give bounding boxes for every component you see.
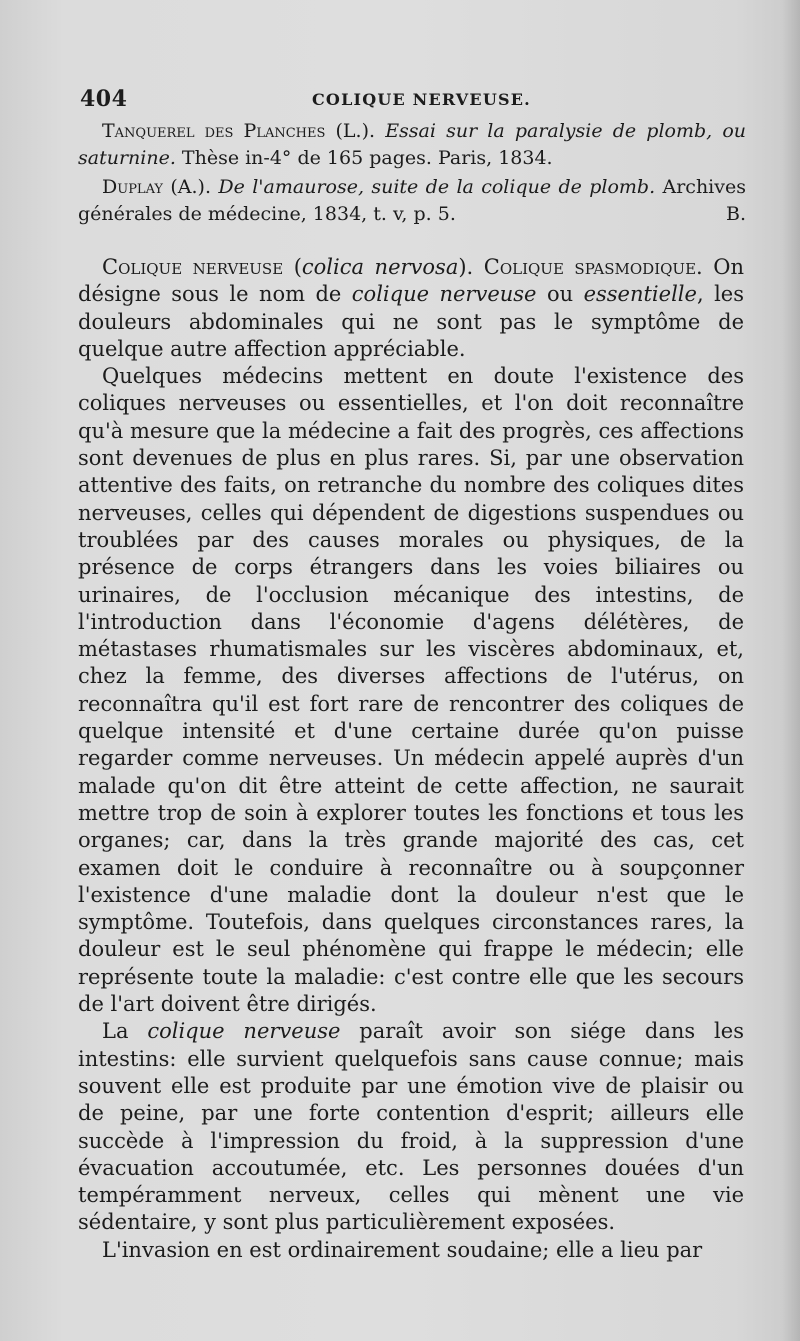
paragraph-invasion: L'invasion en est ordinairement soudaine; elle a lieu par bbox=[102, 1237, 703, 1262]
term-essentielle: essentielle bbox=[583, 282, 697, 307]
bibliography-entry bbox=[78, 174, 746, 228]
article-subheading: Colique spasmodique. bbox=[483, 255, 703, 279]
author-signature: B. bbox=[725, 203, 746, 225]
paragraph-rest: paraît avoir son siége dans les intestins: elle survient quelquefois sans cause connue; mais souvent elle est produite par une émotion vive de plaisir ou de peine, par une forte contention d'esprit; ailleurs elle succède à l'impression du froid, à la suppression d'une évacuation accoutumée, etc. Les personnes douées d'un tempéramment nerveux, celles qui mènent une vie sédentaire, y sont plus particulièrement exposées. bbox=[78, 1019, 744, 1235]
bibliography-text bbox=[78, 118, 746, 172]
bibliography-entry bbox=[78, 118, 746, 172]
bibliography-details: Thèse in-4° de 165 pages. Paris, 1834. bbox=[181, 147, 553, 169]
conjunction-ou: ou bbox=[546, 282, 574, 307]
term-colique-nerveuse: colique nerveuse bbox=[147, 1019, 341, 1044]
latin-heading: colica nervosa bbox=[301, 255, 459, 279]
paragraph-seat-and-causes bbox=[78, 1018, 744, 1236]
page-edge-shadow bbox=[782, 0, 800, 1341]
paragraph-start: La bbox=[102, 1019, 129, 1044]
bibliography-text bbox=[78, 174, 746, 228]
bibliography-title: Essai sur la paralysie de plomb, ou saturnine. bbox=[78, 120, 746, 169]
paragraph-existence-doubt: Quelques médecins mettent en doute l'existence des coliques nerveuses ou essentielles, et l'on doit reconnaître qu'à mesure que la médecine a fait des progrès, ces affections sont devenues de plus en plus rares. Si, par une observation attentive des faits, on retranche du nombre des coliques dites nerveuses, celles qui dépendent de digestions suspendues ou troublées par des causes morales ou physiques, de la présence de corps étrangers dans les voies biliaires ou urinaires, de l'occlusion mécanique des intestins, de l'introduction dans l'économie d'agens délétères, de métastases rhumatismales sur les viscères abdominaux, et, chez la femme, des diverses affections de l'utérus, on reconnaîtra qu'il est fort rare de rencontrer des coliques de quelque intensité et d'une certaine durée qu'on puisse regarder comme nerveuses. Un médecin appelé auprès d'un malade qu'on dit être atteint de cette affection, ne saurait mettre trop de soin à explorer toutes les fonctions et tous les organes; car, dans la très grande majorité des cas, cet examen doit le conduire à reconnaître ou à soupçonner l'existence d'une maladie dont la douleur n'est que le symptôme. Toutefois, dans quelques circonstances rares, la douleur est le seul phénomène qui frappe le médecin; elle représente toute la maladie: c'est contre elle que les secours de l'art doivent être dirigés. bbox=[78, 364, 744, 1017]
intro-definition: , les douleurs abdominales qui ne sont pas le symptôme de quelque autre affection appréciable. bbox=[78, 282, 744, 361]
bibliography-title: De l'amaurose, suite de la colique de plomb. bbox=[218, 176, 656, 198]
running-title: COLIQUE NERVEUSE. bbox=[312, 90, 531, 109]
article-body bbox=[78, 254, 744, 1264]
page-number: 404 bbox=[80, 86, 128, 112]
bibliography-details: Archives générales de médecine, 1834, t. v, p. 5. bbox=[78, 176, 746, 225]
article-intro: Colique nerveuse (colica nervosa). Colique spasmodique. On désigne sous le nom de colique nerveuse ou essentielle, les douleurs abdominales qui ne sont pas le symptôme de quelque autre affection appréciable. bbox=[78, 255, 744, 361]
page-header bbox=[80, 86, 740, 116]
term-colique-nerveuse: colique nerveuse bbox=[351, 282, 537, 307]
bibliography-author: Duplay (A.). bbox=[102, 176, 212, 198]
article-heading: Colique nerveuse bbox=[102, 255, 284, 279]
intro-text: On désigne sous le nom de bbox=[78, 255, 744, 307]
bibliography-author: Tanquerel des Planches (L.). bbox=[102, 120, 376, 142]
